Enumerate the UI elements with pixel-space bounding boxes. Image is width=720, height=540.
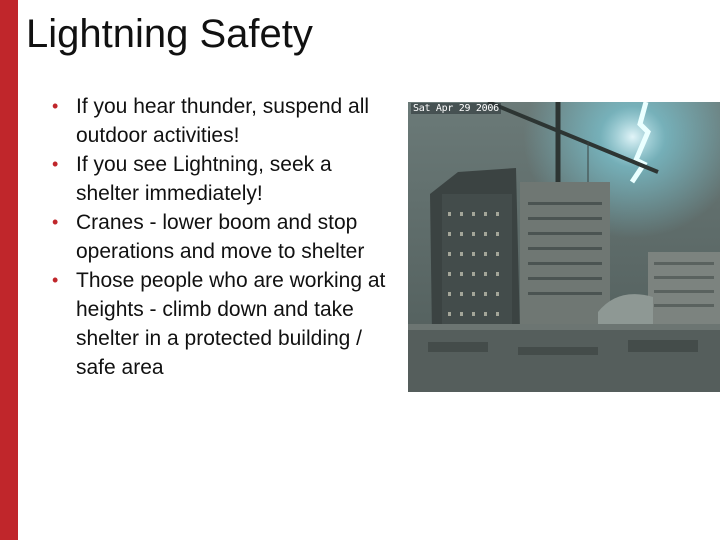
bullet-list [52, 92, 390, 382]
accent-bar [0, 0, 18, 540]
bullet-item [52, 266, 390, 382]
bullet-text: Cranes - lower boom and stop operations and move to shelter [76, 211, 365, 263]
bullet-item [52, 208, 390, 266]
bullet-icon: • [52, 212, 59, 232]
lightning-photo-scene [408, 102, 720, 392]
bullet-icon: • [52, 154, 59, 174]
bullet-text: If you see Lightning, seek a shelter immediately! [76, 153, 332, 205]
photo-timestamp: Sat Apr 29 2006 [413, 103, 499, 114]
bullet-text: Those people who are working at heights - climb down and take shelter in a protected building / safe area [76, 269, 386, 379]
slide-title: Lightning Safety [26, 12, 313, 56]
bullet-item [52, 150, 390, 208]
bullet-icon: • [52, 270, 59, 290]
bullet-text: If you hear thunder, suspend all outdoor activities! [76, 95, 370, 147]
bullet-item [52, 92, 390, 150]
lightning-photo [408, 102, 720, 392]
bullet-icon: • [52, 96, 59, 116]
